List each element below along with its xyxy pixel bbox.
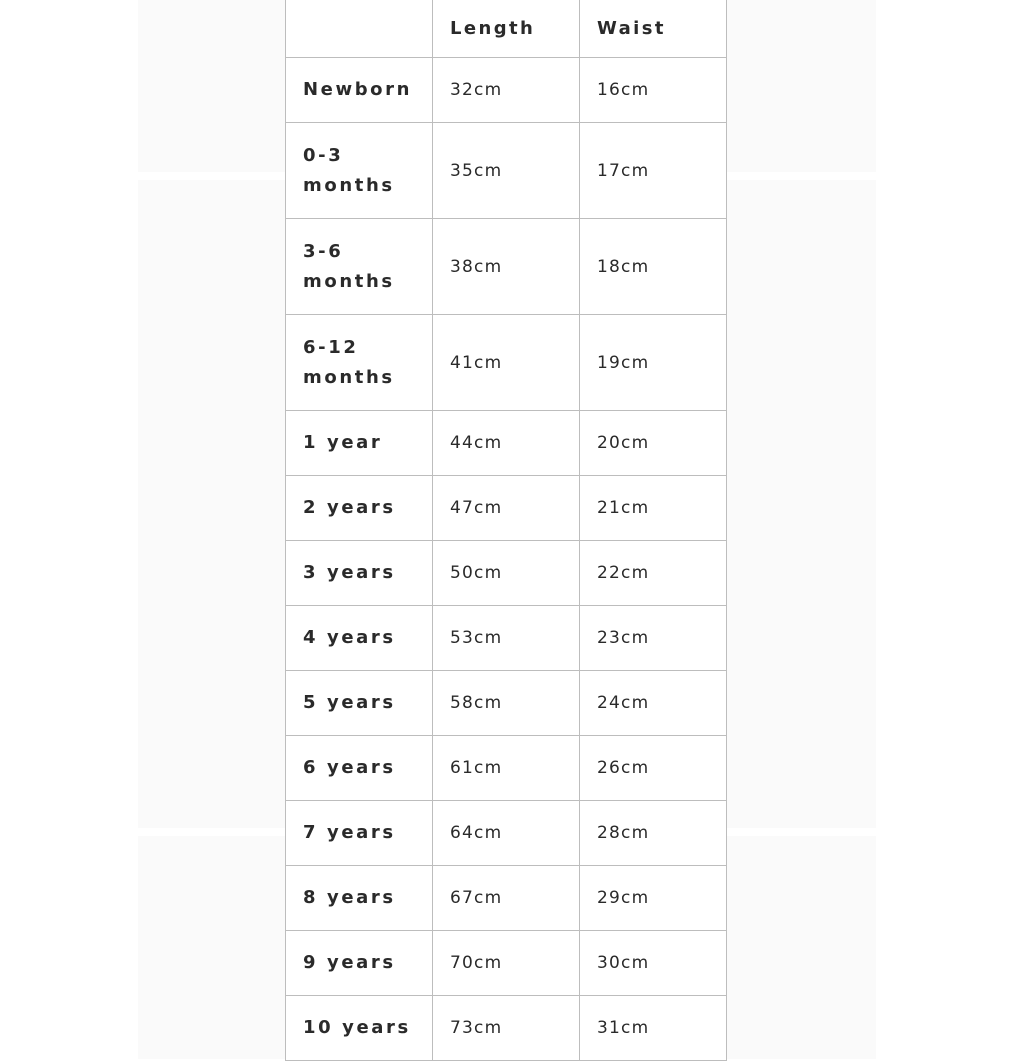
waist-value: 22cm bbox=[580, 541, 727, 606]
table-row bbox=[286, 476, 727, 541]
table-row bbox=[286, 866, 727, 931]
length-value: 64cm bbox=[433, 801, 580, 866]
waist-value: 19cm bbox=[580, 315, 727, 411]
length-value: 58cm bbox=[433, 671, 580, 736]
waist-value: 26cm bbox=[580, 736, 727, 801]
size-label: 6 years bbox=[286, 736, 433, 801]
size-label: 4 years bbox=[286, 606, 433, 671]
length-value: 44cm bbox=[433, 411, 580, 476]
size-label: 3 years bbox=[286, 541, 433, 606]
table-row bbox=[286, 315, 727, 411]
length-value: 47cm bbox=[433, 476, 580, 541]
length-value: 32cm bbox=[433, 58, 580, 123]
waist-value: 29cm bbox=[580, 866, 727, 931]
waist-value: 21cm bbox=[580, 476, 727, 541]
waist-value: 24cm bbox=[580, 671, 727, 736]
size-label: 6-12 months bbox=[286, 315, 433, 411]
table-row bbox=[286, 801, 727, 866]
table-row bbox=[286, 671, 727, 736]
size-label: 3-6 months bbox=[286, 219, 433, 315]
table-row bbox=[286, 123, 727, 219]
size-label: Newborn bbox=[286, 58, 433, 123]
length-value: 38cm bbox=[433, 219, 580, 315]
size-label: 5 years bbox=[286, 671, 433, 736]
header-length: Length bbox=[433, 0, 580, 58]
length-value: 35cm bbox=[433, 123, 580, 219]
size-label: 9 years bbox=[286, 931, 433, 996]
length-value: 53cm bbox=[433, 606, 580, 671]
size-chart-table bbox=[285, 0, 727, 1061]
waist-value: 31cm bbox=[580, 996, 727, 1061]
length-value: 67cm bbox=[433, 866, 580, 931]
waist-value: 17cm bbox=[580, 123, 727, 219]
table-row bbox=[286, 58, 727, 123]
waist-value: 30cm bbox=[580, 931, 727, 996]
length-value: 73cm bbox=[433, 996, 580, 1061]
table-row bbox=[286, 736, 727, 801]
length-value: 70cm bbox=[433, 931, 580, 996]
table-row bbox=[286, 606, 727, 671]
table-header-row bbox=[286, 0, 727, 58]
waist-value: 28cm bbox=[580, 801, 727, 866]
length-value: 50cm bbox=[433, 541, 580, 606]
table-row bbox=[286, 541, 727, 606]
size-label: 10 years bbox=[286, 996, 433, 1061]
size-label: 7 years bbox=[286, 801, 433, 866]
length-value: 41cm bbox=[433, 315, 580, 411]
table-row bbox=[286, 219, 727, 315]
length-value: 61cm bbox=[433, 736, 580, 801]
waist-value: 23cm bbox=[580, 606, 727, 671]
table-row bbox=[286, 411, 727, 476]
waist-value: 20cm bbox=[580, 411, 727, 476]
table-row bbox=[286, 931, 727, 996]
size-label: 0-3 months bbox=[286, 123, 433, 219]
header-size bbox=[286, 0, 433, 58]
size-label: 2 years bbox=[286, 476, 433, 541]
header-waist: Waist bbox=[580, 0, 727, 58]
table-row bbox=[286, 996, 727, 1061]
waist-value: 18cm bbox=[580, 219, 727, 315]
waist-value: 16cm bbox=[580, 58, 727, 123]
size-label: 1 year bbox=[286, 411, 433, 476]
size-label: 8 years bbox=[286, 866, 433, 931]
